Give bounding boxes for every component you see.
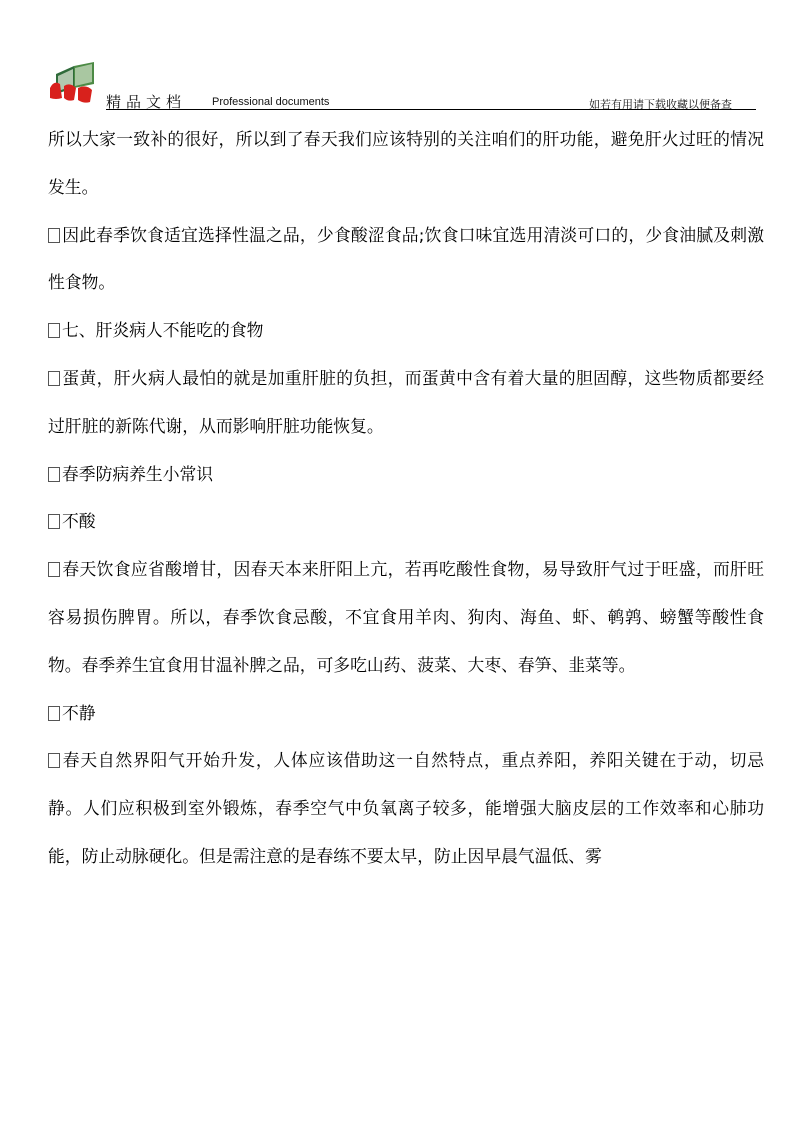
brand-title: 精品文档 — [106, 93, 187, 111]
paragraph-text: 不静 — [62, 702, 96, 723]
paragraph — [48, 451, 764, 499]
bullet-box-icon — [48, 323, 60, 338]
paragraph-text: 春季防病养生小常识 — [62, 463, 214, 484]
bullet-box-icon — [48, 467, 60, 482]
paragraph-text: 所以大家一致补的很好，所以到了春天我们应该特别的关注咱们的肝功能，避免肝火过旺的情况发生。 — [48, 129, 764, 197]
bullet-box-icon — [48, 562, 60, 577]
paragraph-text: 春天饮食应省酸增甘，因春天本来肝阳上亢，若再吃酸性食物，易导致肝气过于旺盛，而肝旺容易损伤脾胃。所以，春季饮食忌酸，不宜食用羊肉、狗肉、海鱼、虾、鹌鹑、螃蟹等酸性食物。春季养生宜食用甘温补脾之品，可多吃山药、菠菜、大枣、春笋、韭菜等。 — [48, 559, 764, 675]
paragraph-text: 春天自然界阳气开始升发，人体应该借助这一自然特点，重点养阳，养阳关键在于动，切忌静。人们应积极到室外锻炼，春季空气中负氧离子较多，能增强大脑皮层的工作效率和心肺功能，防止动脉硬化。但是需注意的是春练不要太早，防止因早晨气温低、雾 — [48, 750, 764, 866]
paragraph — [48, 690, 764, 738]
paragraph — [48, 546, 764, 689]
header-rule — [106, 109, 756, 110]
paragraph — [48, 212, 764, 308]
bullet-box-icon — [48, 514, 60, 529]
paragraph-text: 不酸 — [62, 511, 96, 532]
paragraph-text: 因此春季饮食适宜选择性温之品，少食酸涩食品;饮食口味宜选用清淡可口的，少食油腻及刺激性食物。 — [48, 224, 764, 293]
paragraph-text: 蛋黄，肝火病人最怕的就是加重肝脏的负担，而蛋黄中含有着大量的胆固醇，这些物质都要经过肝脏的新陈代谢，从而影响肝脏功能恢复。 — [48, 367, 764, 436]
paragraph — [48, 355, 764, 451]
paragraph — [48, 737, 764, 880]
bullet-box-icon — [48, 753, 60, 768]
paragraph — [48, 498, 764, 546]
header-note: 如若有用请下载收藏以便备查 — [589, 98, 732, 111]
bullet-box-icon — [48, 371, 60, 386]
brand-subtitle: Professional documents — [212, 96, 330, 108]
page-header — [0, 0, 794, 112]
logo-book-icon — [44, 54, 106, 106]
bullet-box-icon — [48, 706, 60, 721]
paragraph-text: 七、肝炎病人不能吃的食物 — [62, 320, 264, 341]
paragraph — [48, 307, 764, 355]
bullet-box-icon — [48, 228, 60, 243]
paragraph — [48, 116, 764, 212]
document-body — [48, 116, 764, 881]
